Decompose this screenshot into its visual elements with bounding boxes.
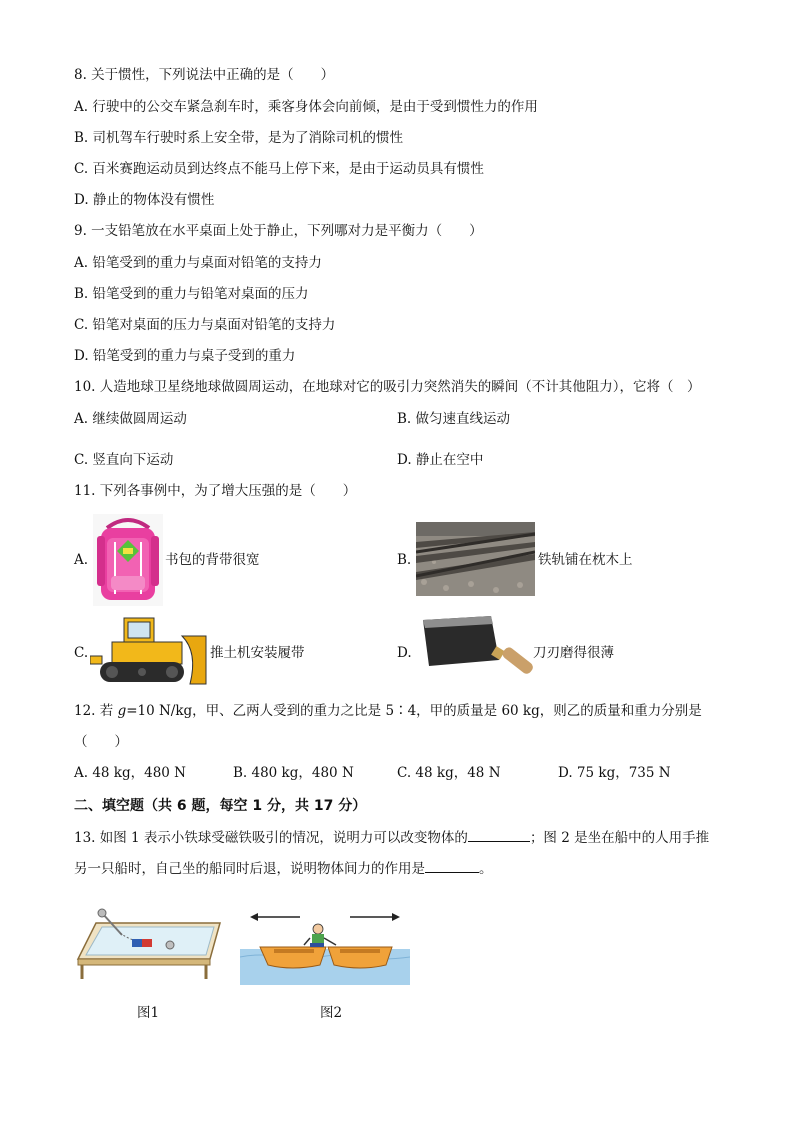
q13-line2 xyxy=(74,858,493,878)
q8-option-a: A. 行驶中的公交车紧急刹车时，乘客身体会向前倾，是由于受到惯性力的作用 xyxy=(74,99,538,115)
q12-stem xyxy=(74,702,702,720)
q10-option-c: C. 竖直向下运动 xyxy=(74,452,174,468)
q11-stem: 11. 下列各事例中，为了增大压强的是（ ） xyxy=(74,483,357,499)
q12-stem-g: g xyxy=(117,703,127,719)
q9-option-c: C. 铅笔对桌面的压力与桌面对铅笔的支持力 xyxy=(74,317,336,333)
q10-option-d: D. 静止在空中 xyxy=(397,452,484,468)
q12-paren: （ ） xyxy=(74,734,128,750)
q11-option-d-letter: D. xyxy=(397,645,412,661)
q10-option-b: B. 做匀速直线运动 xyxy=(397,411,511,427)
q12-option-c: C. 48 kg，48 N xyxy=(397,765,501,781)
q11-option-c-text: 推土机安装履带 xyxy=(210,645,305,661)
q11-option-b-text: 铁轨铺在枕木上 xyxy=(538,552,633,568)
figure-2-boats xyxy=(240,907,410,985)
q13-line1 xyxy=(74,827,709,847)
figure-1-magnet-ball xyxy=(74,903,224,983)
q13-blank-1[interactable] xyxy=(468,827,530,842)
q11-option-a-text: 书包的背带很宽 xyxy=(165,552,260,568)
backpack-image xyxy=(93,514,163,606)
railway-track-image xyxy=(416,522,535,596)
q8-stem: 8. 关于惯性，下列说法中正确的是（ ） xyxy=(74,67,335,83)
q12-option-a: A. 48 kg，480 N xyxy=(74,765,186,781)
q9-option-b: B. 铅笔受到的重力与铅笔对桌面的压力 xyxy=(74,286,309,302)
q9-stem: 9. 一支铅笔放在水平桌面上处于静止，下列哪对力是平衡力（ ） xyxy=(74,223,483,239)
q11-option-c-letter: C. xyxy=(74,645,89,661)
cleaver-knife-image xyxy=(417,614,535,692)
figure-2-caption: 图2 xyxy=(320,1005,343,1021)
q12-stem-prefix: 12. 若 xyxy=(74,703,118,719)
q13-line2-prefix: 另一只船时，自己坐的船同时后退，说明物体间力的作用是 xyxy=(74,861,425,877)
q13-line2-suffix: 。 xyxy=(479,861,493,877)
q11-option-b-letter: B. xyxy=(397,552,412,568)
q11-option-d-text: 刀刃磨得很薄 xyxy=(533,645,614,661)
q10-option-a: A. 继续做圆周运动 xyxy=(74,411,187,427)
q13-line1-suffix: ；图 2 是坐在船中的人用手推 xyxy=(529,830,710,846)
q8-option-b: B. 司机驾车行驶时系上安全带，是为了消除司机的惯性 xyxy=(74,130,404,146)
q10-stem: 10. 人造地球卫星绕地球做圆周运动，在地球对它的吸引力突然消失的瞬间（不计其他阻力），它将（ ） xyxy=(74,379,701,395)
q11-option-a-letter: A. xyxy=(74,552,89,568)
q8-option-c: C. 百米赛跑运动员到达终点不能马上停下来，是由于运动员具有惯性 xyxy=(74,161,484,177)
section-heading-fill-in: 二、填空题（共 6 题，每空 1 分，共 17 分） xyxy=(74,798,367,814)
q9-option-d: D. 铅笔受到的重力与桌子受到的重力 xyxy=(74,348,296,364)
q8-option-d: D. 静止的物体没有惯性 xyxy=(74,192,215,208)
figure-1-caption: 图1 xyxy=(137,1005,160,1021)
q9-option-a: A. 铅笔受到的重力与桌面对铅笔的支持力 xyxy=(74,255,322,271)
q12-stem-suffix: =10 N/kg，甲、乙两人受到的重力之比是 5∶4，甲的质量是 60 kg，则乙的质量和重力分别是 xyxy=(126,703,702,719)
q12-option-b: B. 480 kg，480 N xyxy=(233,765,354,781)
q13-line1-prefix: 13. 如图 1 表示小铁球受磁铁吸引的情况，说明力可以改变物体的 xyxy=(74,830,468,846)
q12-option-d: D. 75 kg，735 N xyxy=(558,765,671,781)
bulldozer-image xyxy=(90,612,208,692)
q13-blank-2[interactable] xyxy=(425,858,479,873)
